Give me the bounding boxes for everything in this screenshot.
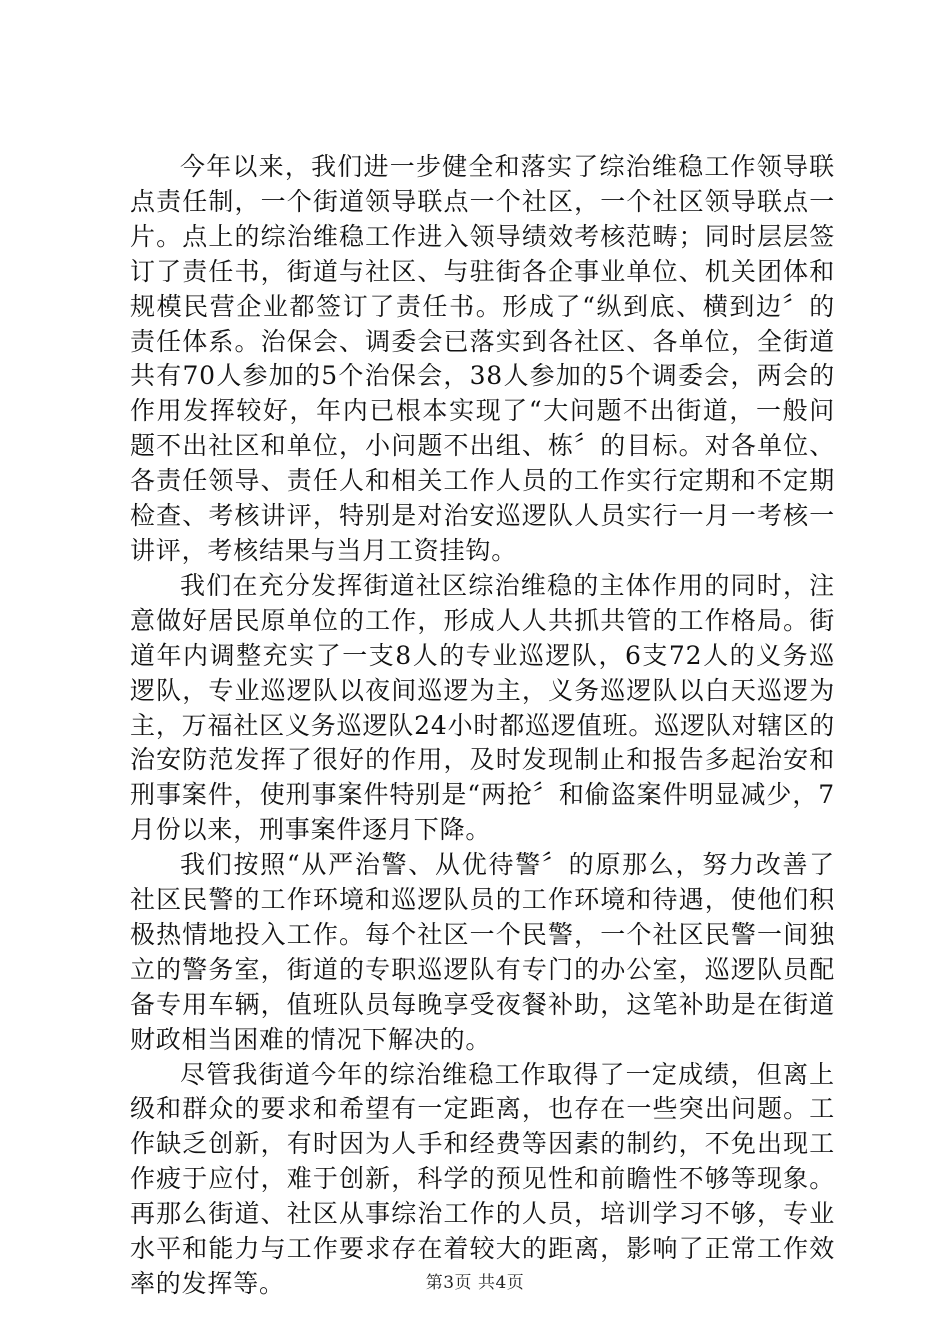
- document-body: [130, 150, 835, 1302]
- paragraph-1: 今年以来，我们进一步健全和落实了综治维稳工作领导联点责任制，一个街道领导联点一个社区，一个社区领导联点一片。点上的综治维稳工作进入领导绩效考核范畴；同时层层签订了责任书，街道与社区、与驻街各企事业单位、机关团体和规模民营企业都签订了责任书。形成了“纵到底、横到边〞的责任体系。治保会、调委会已落实到各社区、各单位，全街道共有70人参加的5个治保会，38人参加的5个调委会，两会的作用发挥较好，年内已根本实现了“大问题不出街道，一般问题不出社区和单位，小问题不出组、栋〞的目标。对各单位、各责任领导、责任人和相关工作人员的工作实行定期和不定期检查、考核讲评，特别是对治安巡逻队人员实行一月一考核一讲评，考核结果与当月工资挂钩。: [130, 152, 835, 565]
- paragraph-3: 我们按照“从严治警、从优待警〞的原那么，努力改善了社区民警的工作环境和巡逻队员的工作环境和待遇，使他们积极热情地投入工作。每个社区一个民警，一个社区民警一间独立的警务室，街道的专职巡逻队有专门的办公室，巡逻队员配备专用车辆，值班队员每晚享受夜餐补助，这笔补助是在街道财政相当困难的情况下解决的。: [130, 850, 835, 1054]
- paragraph-2: 我们在充分发挥街道社区综治维稳的主体作用的同时，注意做好居民原单位的工作，形成人人共抓共管的工作格局。街道年内调整充实了一支8人的专业巡逻队，6支72人的义务巡逻队，专业巡逻队以夜间巡逻为主，义务巡逻队以白天巡逻为主，万福社区义务巡逻队24小时都巡逻值班。巡逻队对辖区的治安防范发挥了很好的作用，及时发现制止和报告多起治安和刑事案件，使刑事案件特别是“两抢〞和偷盗案件明显减少，7月份以来，刑事案件逐月下降。: [130, 570, 835, 845]
- page-number-footer: 第3页 共4页: [425, 1273, 525, 1293]
- paragraph-4: 尽管我街道今年的综治维稳工作取得了一定成绩，但离上级和群众的要求和希望有一定距离，也存在一些突出问题。工作缺乏创新，有时因为人手和经费等因素的制约，不免出现工作疲于应付，难于创新，科学的预见性和前瞻性不够等现象。再那么街道、社区从事综治工作的人员，培训学习不够，专业水平和能力与工作要求存在着较大的距离，影响了正常工作效率的发挥等。: [130, 1059, 835, 1298]
